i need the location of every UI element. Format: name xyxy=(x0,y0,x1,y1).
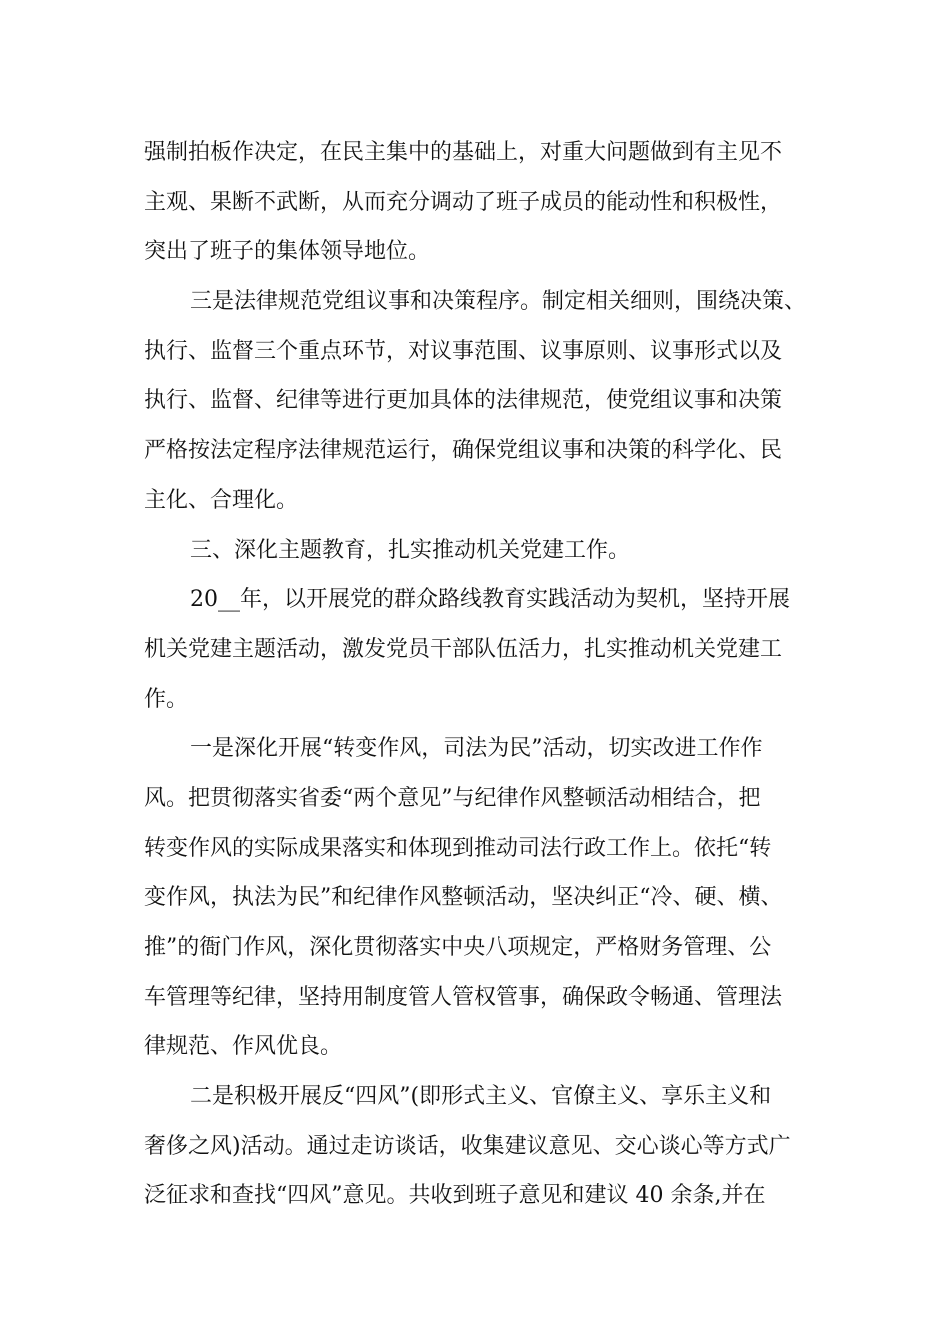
paragraph-3 xyxy=(144,575,824,724)
text-line: 泛征求和查找“四风”意见。共收到班子意见和建议 40 余条,并在 xyxy=(144,1183,766,1209)
text-line: 三是法律规范党组议事和决策程序。制定相关细则，围绕决策、 xyxy=(190,289,807,315)
text-line: 二是积极开展反“四风”(即形式主义、官僚主义、享乐主义和 xyxy=(190,1084,772,1110)
text-line: 变作风，执法为民”和纪律作风整顿活动，坚决纠正“冷、硬、横、 xyxy=(144,885,783,911)
section-heading xyxy=(144,526,824,576)
paragraph-1 xyxy=(144,128,824,277)
text-line: 车管理等纪律，坚持用制度管人管权管事，确保政令畅通、管理法 xyxy=(144,984,783,1010)
heading-line: 三、深化主题教育，扎实推动机关党建工作。 xyxy=(190,537,631,563)
text-line: 强制拍板作决定，在民主集中的基础上，对重大问题做到有主见不 xyxy=(144,140,783,165)
text-line: 主化、合理化。 xyxy=(144,487,299,513)
text-line: 转变作风的实际成果落实和体现到推动司法行政工作上。依托“转 xyxy=(144,835,772,861)
paragraph-4 xyxy=(144,724,824,1072)
text-line: 一是深化开展“转变作风，司法为民”活动，切实改进工作作 xyxy=(190,736,763,762)
text-line: 推”的衙门作风，深化贯彻落实中央八项规定，严格财务管理、公 xyxy=(144,935,772,960)
text-line: 严格按法定程序法律规范运行，确保党组议事和决策的科学化、民 xyxy=(144,438,783,464)
text-line: 主观、果断不武断，从而充分调动了班子成员的能动性和积极性， xyxy=(144,189,783,215)
text-line: 执行、监督三个重点环节，对议事范围、议事原则、议事形式以及 xyxy=(144,338,783,364)
text-line: 奢侈之风)活动。通过走访谈话，收集建议意见、交心谈心等方式广 xyxy=(144,1133,791,1159)
paragraph-5 xyxy=(144,1072,824,1221)
text-line: 突出了班子的集体领导地位。 xyxy=(144,239,431,265)
text-line: 执行、监督、纪律等进行更加具体的法律规范，使党组议事和决策 xyxy=(144,388,783,414)
text-line: 律规范、作风优良。 xyxy=(144,1034,343,1060)
paragraph-2 xyxy=(144,277,824,525)
text-line: 20__年，以开展党的群众路线教育实践活动为契机，坚持开展 xyxy=(190,587,790,613)
document-body xyxy=(144,128,824,1221)
text-line: 作。 xyxy=(144,686,189,712)
text-line: 风。把贯彻落实省委“两个意见”与纪律作风整顿活动相结合，把 xyxy=(144,785,761,811)
text-line: 机关党建主题活动，激发党员干部队伍活力，扎实推动机关党建工 xyxy=(144,636,783,662)
